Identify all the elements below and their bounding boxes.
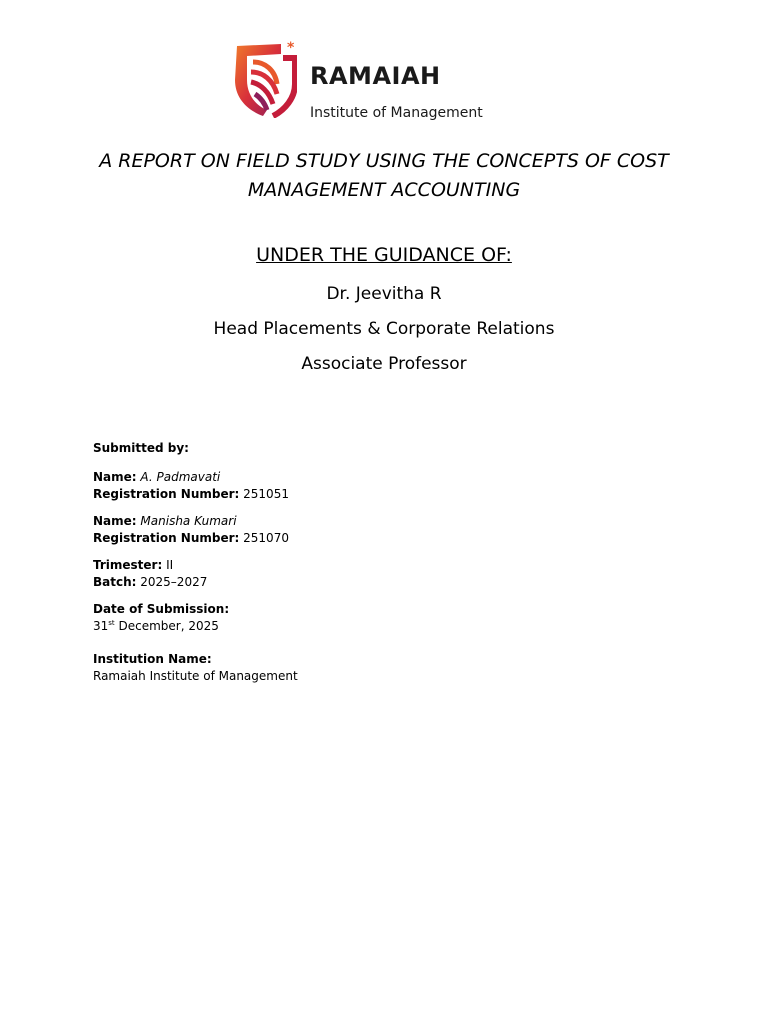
date-suffix: st bbox=[108, 619, 115, 627]
trimester-value: II bbox=[166, 558, 174, 572]
report-title-line-2: MANAGEMENT ACCOUNTING bbox=[247, 179, 521, 201]
report-title bbox=[40, 147, 728, 205]
student-1-name: A. Padmavati bbox=[140, 470, 221, 484]
trimester-row bbox=[93, 557, 298, 574]
student-2-reg-row bbox=[93, 530, 298, 547]
name-label: Name: bbox=[93, 514, 137, 528]
institution-logo bbox=[233, 40, 523, 120]
student-1-reg-row bbox=[93, 486, 298, 503]
institution-label: Institution Name: bbox=[93, 652, 212, 666]
name-label: Name: bbox=[93, 470, 137, 484]
date-day: 31 bbox=[93, 619, 109, 633]
batch-label: Batch: bbox=[93, 575, 137, 589]
student-2-name: Manisha Kumari bbox=[140, 514, 237, 528]
guide-designation: Associate Professor bbox=[301, 354, 467, 374]
svg-text:*: * bbox=[287, 40, 295, 56]
guidance-heading: UNDER THE GUIDANCE OF: bbox=[256, 244, 512, 266]
batch-row bbox=[93, 574, 298, 591]
reg-label: Registration Number: bbox=[93, 531, 240, 545]
guide-role: Head Placements & Corporate Relations bbox=[213, 319, 555, 339]
student-1-reg: 251051 bbox=[243, 487, 289, 501]
trimester-label: Trimester: bbox=[93, 558, 163, 572]
logo-name: RAMAIAH bbox=[310, 62, 441, 90]
report-title-line-1: A REPORT ON FIELD STUDY USING THE CONCEPTS OF COST bbox=[99, 150, 669, 172]
student-2-name-row bbox=[93, 513, 298, 530]
guide-name: Dr. Jeevitha R bbox=[326, 284, 442, 304]
submitted-by-label: Submitted by: bbox=[93, 441, 189, 455]
student-2-reg: 251070 bbox=[243, 531, 289, 545]
submission-details bbox=[93, 440, 298, 685]
batch-value: 2025–2027 bbox=[140, 575, 208, 589]
student-1-name-row bbox=[93, 469, 298, 486]
date-value bbox=[93, 618, 298, 635]
logo-subtitle: Institute of Management bbox=[310, 105, 483, 121]
shield-logo-icon bbox=[233, 40, 297, 118]
date-rest: December, 2025 bbox=[114, 619, 219, 633]
institution-value: Ramaiah Institute of Management bbox=[93, 669, 298, 683]
reg-label: Registration Number: bbox=[93, 487, 240, 501]
date-label: Date of Submission: bbox=[93, 602, 230, 616]
